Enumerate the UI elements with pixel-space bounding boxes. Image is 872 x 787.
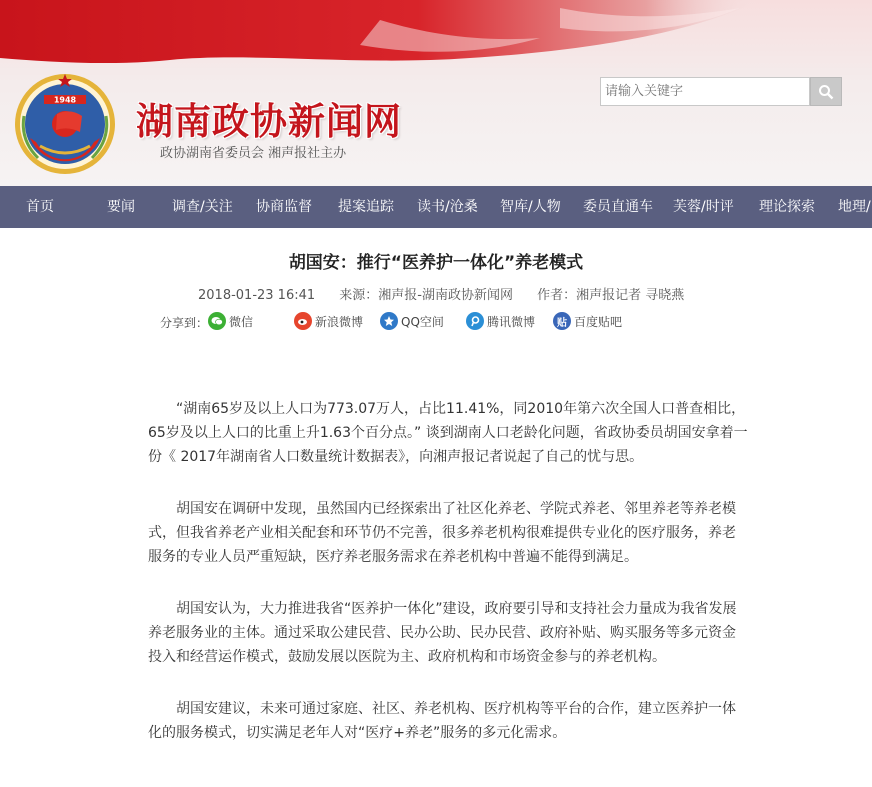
site-subtitle: 政协湖南省委员会 湘声报社主办 bbox=[160, 146, 347, 161]
red-flag-banner bbox=[0, 0, 872, 80]
nav-item-commentary[interactable]: 芙蓉/时评 bbox=[673, 199, 734, 215]
tencent-weibo-icon bbox=[466, 312, 484, 330]
site-title: 湖南政协新闻网 bbox=[136, 99, 402, 143]
article-author: 作者：湘声报记者 寻晓燕 bbox=[537, 288, 685, 303]
article-meta bbox=[198, 284, 704, 303]
main-nav bbox=[0, 186, 872, 228]
search-button[interactable] bbox=[810, 77, 842, 106]
article-paragraph: 胡国安建议，未来可通过家庭、社区、养老机构、医疗机构等平台的合作，建立医养护一体化的服务模式，切实满足老年人对“医疗+养老”服务的多元化需求。 bbox=[148, 701, 736, 741]
article-paragraph: 胡国安在调研中发现，虽然国内已经探索出了社区化养老、学院式养老、邻里养老等养老模式，但我省养老产业相关配套和环节仍不完善，很多养老机构很难提供专业化的医疗服务，养老服务的专业人员严重短缺，医疗养老服务需求在养老机构中普遍不能得到满足。 bbox=[148, 501, 736, 565]
cppcc-emblem-logo bbox=[10, 68, 120, 178]
share-wechat[interactable]: 微信 bbox=[208, 312, 253, 330]
search-icon bbox=[818, 84, 834, 100]
tieba-icon: 贴 bbox=[553, 312, 571, 330]
nav-item-home[interactable]: 首页 bbox=[26, 199, 54, 215]
article-date: 2018-01-23 16:41 bbox=[198, 288, 316, 303]
search-input[interactable] bbox=[600, 77, 810, 106]
emblem-year: 1948 bbox=[53, 95, 77, 105]
nav-item-proposals[interactable]: 提案追踪 bbox=[338, 199, 394, 215]
qzone-icon bbox=[380, 312, 398, 330]
nav-item-reading[interactable]: 读书/沧桑 bbox=[417, 199, 478, 215]
article-source: 来源：湘声报-湖南政协新闻网 bbox=[339, 288, 513, 303]
weibo-icon bbox=[294, 312, 312, 330]
share-tieba[interactable]: 贴 百度贴吧 bbox=[553, 312, 622, 330]
nav-item-survey[interactable]: 调查/关注 bbox=[172, 199, 233, 215]
nav-item-theory[interactable]: 理论探索 bbox=[759, 199, 815, 215]
nav-item-news[interactable]: 要闻 bbox=[107, 199, 135, 215]
share-qzone[interactable]: QQ空间 bbox=[380, 312, 444, 330]
share-tencent-weibo[interactable]: 腾讯微博 bbox=[466, 312, 535, 330]
nav-item-members[interactable]: 委员直通车 bbox=[583, 199, 653, 215]
article-paragraph: “湖南65岁及以上人口为773.07万人，占比11.41%，同2010年第六次全国人口普查相比，65岁及以上人口的比重上升1.63个百分点。” 谈到湖南人口老龄化问题，省政协委员胡国安拿着一份《 2017年湖南省人口数量统计数据表》，向湘声报记者说起了自己的忧与思。 bbox=[148, 401, 748, 465]
nav-item-geography[interactable]: 地理/ bbox=[838, 199, 871, 215]
nav-item-consult[interactable]: 协商监督 bbox=[256, 199, 312, 215]
article-paragraph: 胡国安认为，大力推进我省“医养护一体化”建设，政府要引导和支持社会力量成为我省发展养老服务业的主体。通过采取公建民营、民办公助、民办民营、政府补贴、购买服务等多元资金投入和经营运作模式，鼓励发展以医院为主、政府机构和市场资金参与的养老机构。 bbox=[148, 601, 737, 665]
article-title: 胡国安：推行“医养护一体化”养老模式 bbox=[288, 253, 584, 273]
search-box bbox=[600, 77, 842, 106]
wechat-icon bbox=[208, 312, 226, 330]
site-header bbox=[0, 0, 872, 186]
share-weibo[interactable]: 新浪微博 bbox=[294, 312, 363, 330]
nav-item-thinktank[interactable]: 智库/人物 bbox=[500, 199, 561, 215]
share-label: 分享到： bbox=[160, 316, 209, 330]
